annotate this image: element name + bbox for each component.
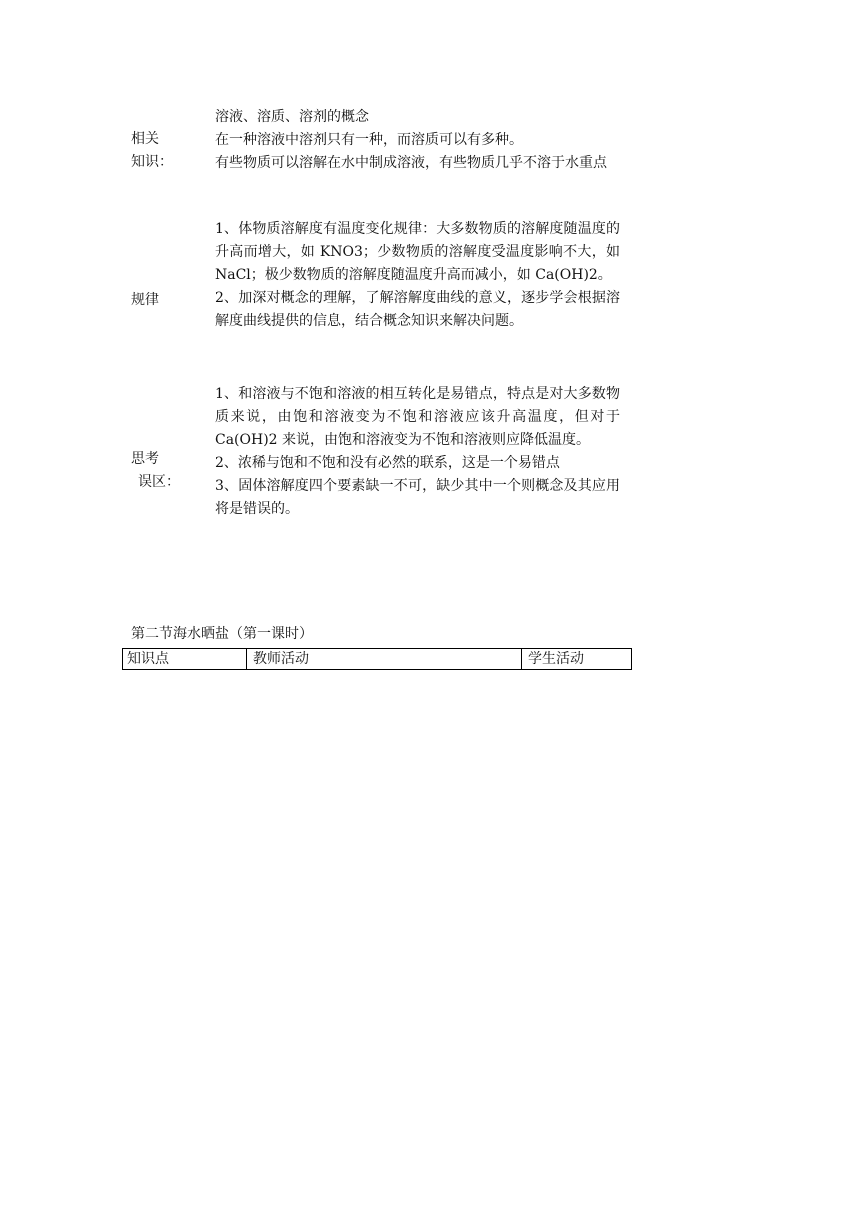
- section1-item: 有些物质可以溶解在水中制成溶液，有些物质几乎不溶于水重点: [215, 155, 607, 171]
- section1-label-line2: 知识：: [131, 154, 173, 170]
- section2-item: 2、加深对概念的理解，了解溶解度曲线的意义，逐步学会根据溶解度曲线提供的信息，结合概念知识来解决问题。: [215, 290, 620, 329]
- activity-table-header: [122, 648, 632, 670]
- section2-item: 1、体物质溶解度有温度变化规律：大多数物质的溶解度随温度的升高而增大，如 KNO3；少数物质的溶解度受温度影响不大，如 NaCl；极少数物质的溶解度随温度升高而减小，如 Ca(OH)2。: [215, 221, 620, 283]
- section1-item: 溶液、溶质、溶剂的概念: [215, 109, 369, 125]
- section3-content: [215, 383, 620, 521]
- table-header-knowledge-point: 知识点: [123, 649, 247, 669]
- section1-item: 在一种溶液中溶剂只有一种，而溶质可以有多种。: [215, 132, 523, 148]
- section-title: 第二节海水晒盐（第一课时）: [131, 626, 313, 642]
- section1-label-line1: 相关: [131, 131, 159, 147]
- section3-label-line1: 思考: [131, 451, 159, 467]
- table-header-teacher-activity: 教师活动: [247, 649, 522, 669]
- section3-label-line2: 误区：: [138, 474, 180, 490]
- section3-item: 1、和溶液与不饱和溶液的相互转化是易错点，特点是对大多数物质来说，由饱和溶液变为不饱和溶液应该升高温度，但对于 Ca(OH)2 来说，由饱和溶液变为不饱和溶液则应降低温度。: [215, 386, 620, 448]
- section1-content: [215, 106, 620, 175]
- section3-item: 3、固体溶解度四个要素缺一不可，缺少其中一个则概念及其应用将是错误的。: [215, 478, 620, 517]
- table-header-student-activity: 学生活动: [528, 651, 584, 667]
- section2-content: [215, 218, 620, 333]
- section2-label: 规律: [131, 292, 159, 308]
- section3-item: 2、浓稀与饱和不饱和没有必然的联系，这是一个易错点: [215, 455, 560, 471]
